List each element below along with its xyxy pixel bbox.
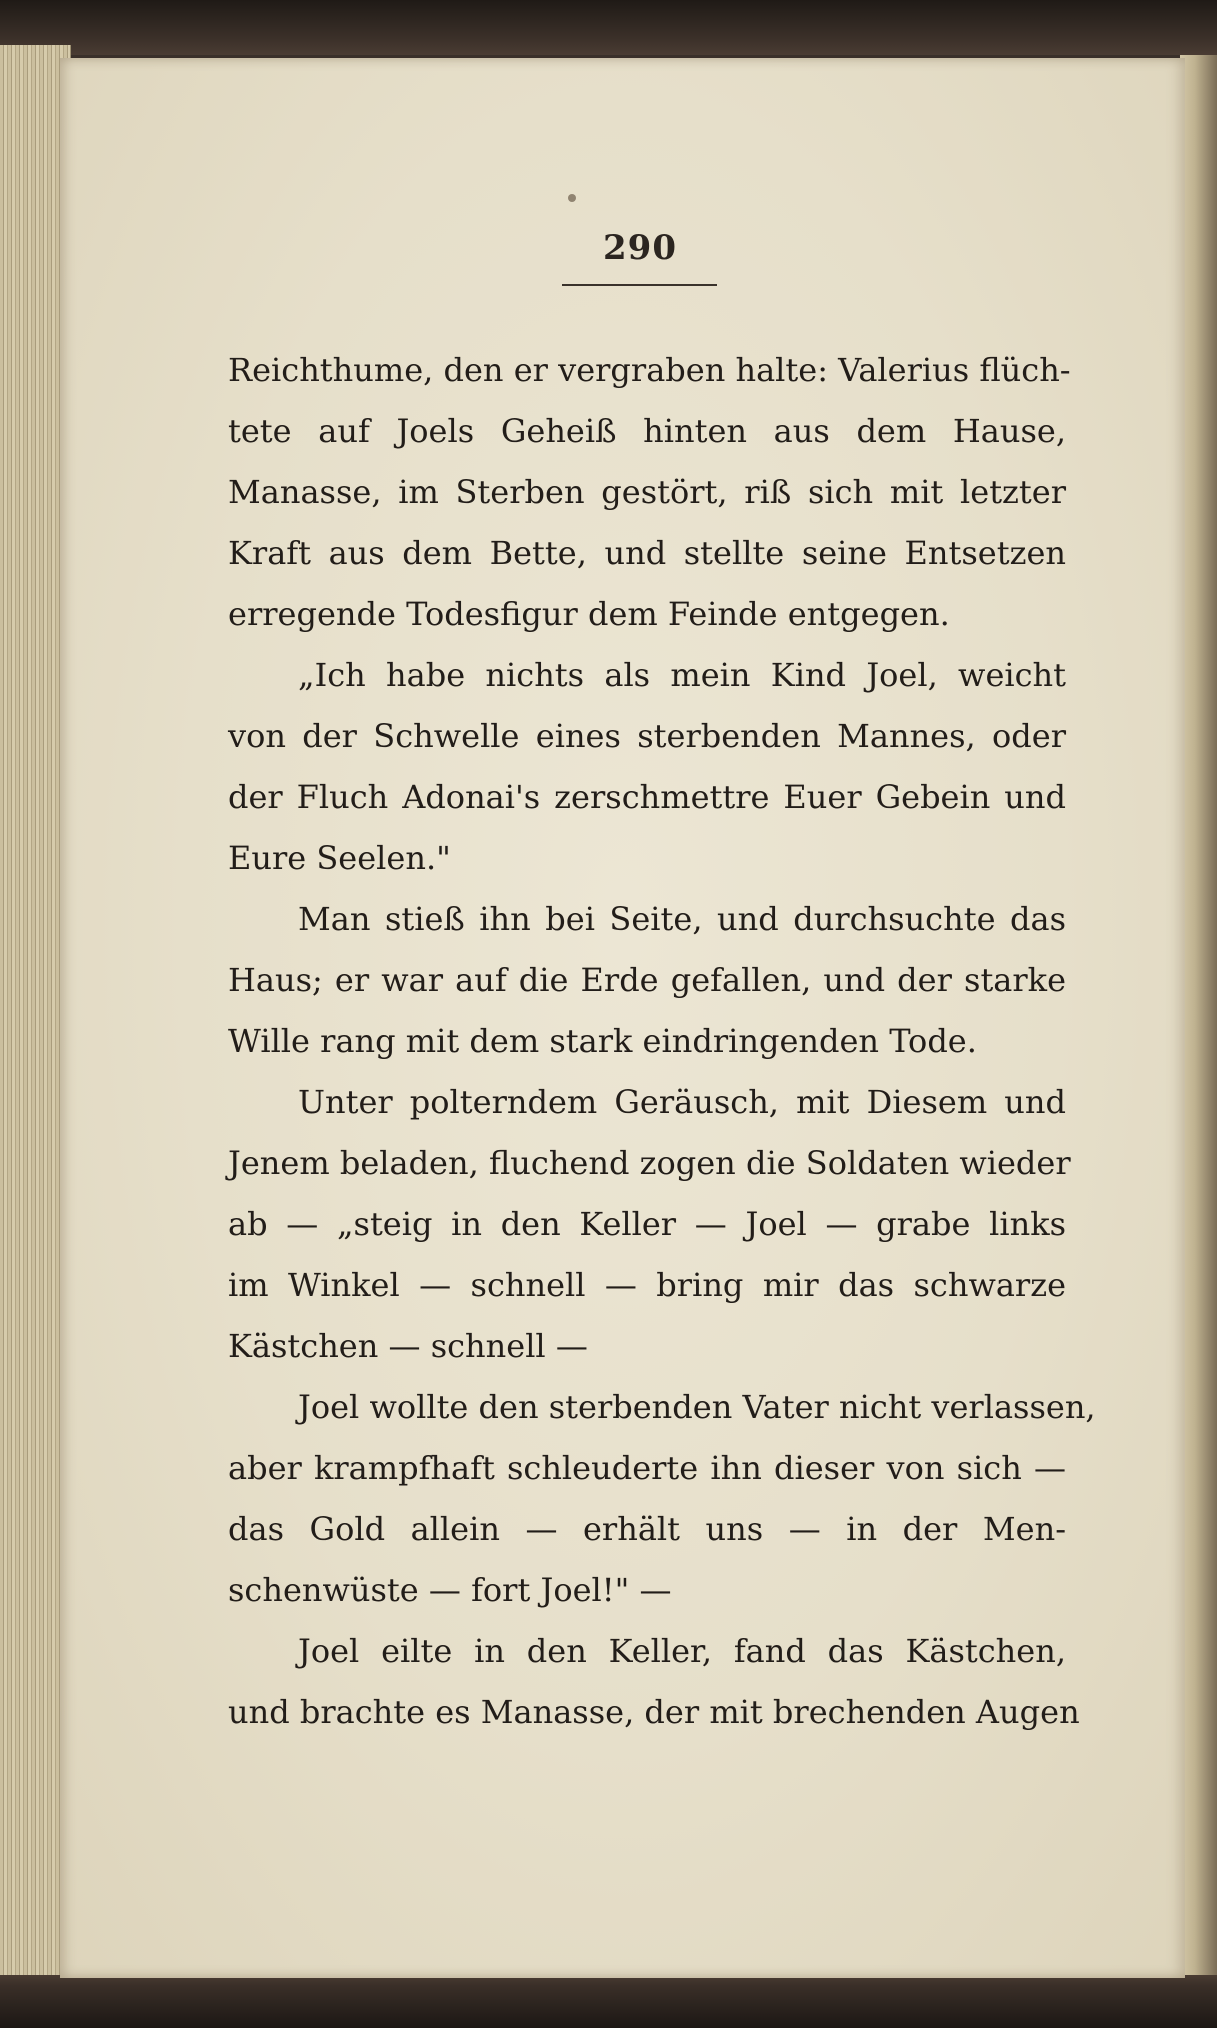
text-line: „Ich habe nichts als mein Kind Joel, weicht [298, 656, 1066, 694]
text-line: im Winkel — schnell — bring mir das schwarze [228, 1266, 1066, 1304]
text-line: Eure Seelen." [228, 839, 451, 877]
text-line: Kästchen — schnell — [228, 1327, 588, 1365]
text-line: Wille rang mit dem stark eindringenden Tode. [228, 1022, 977, 1060]
text-line: das Gold allein — erhält uns — in der Men- [228, 1510, 1066, 1548]
text-line: Man stieß ihn bei Seite, und durchsuchte das [298, 900, 1066, 938]
text-line: Joel wollte den sterbenden Vater nicht verlassen, [298, 1388, 1096, 1426]
text-line: Unter polterndem Geräusch, mit Diesem und [298, 1083, 1066, 1121]
book-binding-bottom [0, 1975, 1217, 2028]
text-line: Haus; er war auf die Erde gefallen, und der starke [228, 961, 1066, 999]
text-line: aber krampfhaft schleuderte ihn dieser von sich — [228, 1449, 1066, 1487]
text-line: schenwüste — fort Joel!" — [228, 1571, 672, 1609]
text-line: von der Schwelle eines sterbenden Mannes, oder [228, 717, 1066, 755]
text-line: Kraft aus dem Bette, und stellte seine Entsetzen [228, 534, 1066, 572]
text-line: Jenem beladen, fluchend zogen die Soldaten wieder [228, 1144, 1071, 1182]
page-number: 290 [603, 228, 677, 268]
text-line: Joel eilte in den Keller, fand das Kästchen, [298, 1632, 1066, 1670]
text-line: der Fluch Adonai's zerschmettre Euer Gebein und [228, 778, 1066, 816]
page-edge-right [1180, 55, 1217, 1985]
text-line: Reichthume, den er vergraben halte: Valerius flüch- [228, 351, 1071, 389]
book-binding-top [0, 0, 1217, 55]
text-line: tete auf Joels Geheiß hinten aus dem Hause, [228, 412, 1066, 450]
text-line: erregende Todesfigur dem Feinde entgegen. [228, 595, 950, 633]
body-text [228, 340, 1096, 1743]
ornament-dot [568, 194, 576, 202]
text-line: und brachte es Manasse, der mit brechenden Augen [228, 1693, 1080, 1731]
text-line: Manasse, im Sterben gestört, riß sich mit letzter [228, 473, 1066, 511]
page-number-rule [562, 284, 717, 286]
text-line: ab — „steig in den Keller — Joel — grabe links [228, 1205, 1066, 1243]
